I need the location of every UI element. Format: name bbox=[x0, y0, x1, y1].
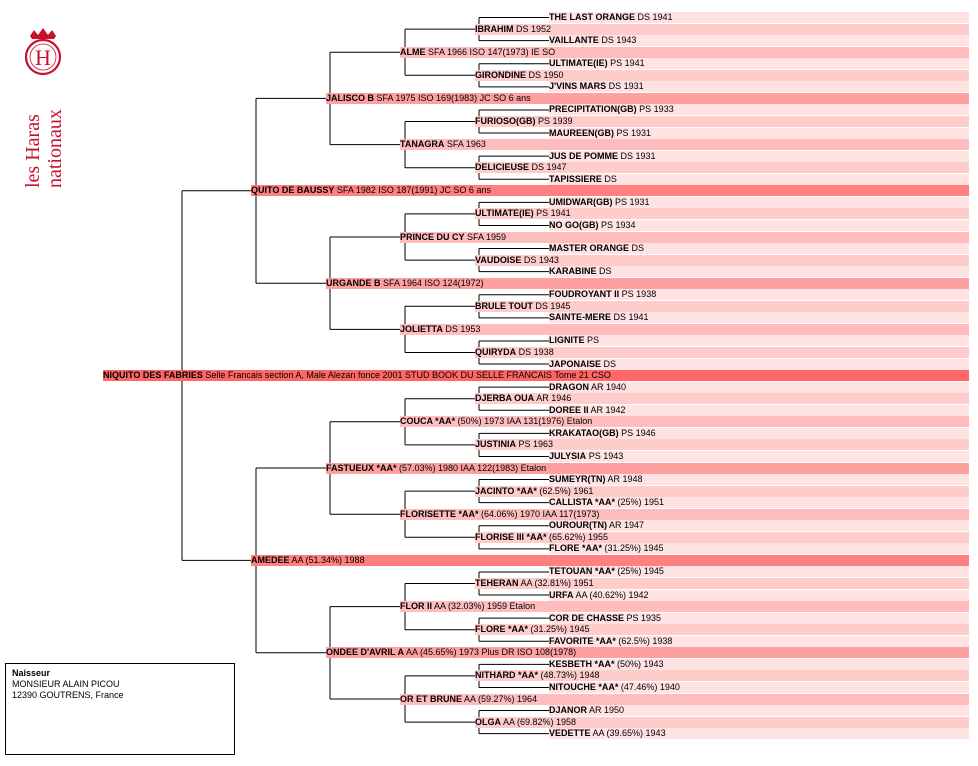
ancestor-gen4[interactable] bbox=[475, 255, 969, 266]
horse-name: QUITO DE BAUSSY bbox=[251, 185, 335, 196]
horse-details: PS 1941 bbox=[533, 208, 571, 219]
horse-name: TANAGRA bbox=[400, 139, 445, 150]
ancestor-gen4[interactable] bbox=[475, 70, 969, 81]
horse-details: (25%) 1945 bbox=[614, 566, 664, 577]
horse-name: FLORISETTE *AA* bbox=[400, 508, 479, 519]
ancestor-gen4[interactable] bbox=[475, 393, 969, 404]
ancestor-gen3[interactable] bbox=[400, 139, 969, 150]
horse-details: DS 1950 bbox=[526, 69, 564, 80]
ancestor-gen4[interactable] bbox=[475, 624, 969, 635]
horse-details: PS bbox=[584, 335, 600, 346]
ancestor-gen5[interactable] bbox=[549, 289, 969, 300]
ancestor-gen5[interactable] bbox=[549, 682, 969, 693]
horse-name: JACINTO *AA* bbox=[475, 485, 537, 496]
ancestor-gen2[interactable] bbox=[326, 463, 969, 474]
horse-details: AR 1940 bbox=[589, 381, 627, 392]
ancestor-gen2[interactable] bbox=[326, 93, 969, 104]
subject-horse[interactable] bbox=[103, 370, 969, 381]
ancestor-gen5[interactable] bbox=[549, 520, 969, 531]
horse-details: DS 1953 bbox=[442, 323, 481, 334]
horse-name: GIRONDINE bbox=[475, 69, 527, 80]
horse-name: DJANOR bbox=[549, 705, 588, 716]
horse-details: PS 1963 bbox=[516, 439, 554, 450]
horse-details: AR 1946 bbox=[534, 393, 572, 404]
horse-name: ULTIMATE(IE) bbox=[475, 208, 534, 219]
horse-name: DELICIEUSE bbox=[475, 162, 530, 173]
horse-name: IBRAHIM bbox=[475, 23, 514, 34]
ancestor-gen5[interactable] bbox=[549, 174, 969, 185]
horse-name: FLORISE III *AA* bbox=[475, 531, 547, 542]
ancestor-gen5[interactable] bbox=[549, 405, 969, 416]
horse-details: DS bbox=[629, 243, 645, 254]
breeder-address: 12390 GOUTRENS, France bbox=[12, 690, 124, 700]
horse-details: SFA 1959 bbox=[464, 231, 507, 242]
horse-details: PS 1946 bbox=[618, 427, 656, 438]
horse-name: NITHARD *AA* bbox=[475, 670, 538, 681]
ancestor-gen3[interactable] bbox=[400, 601, 969, 612]
ancestor-gen4[interactable] bbox=[475, 116, 969, 127]
ancestor-gen4[interactable] bbox=[475, 347, 969, 358]
horse-details: (62.5%) 1938 bbox=[615, 635, 673, 646]
horse-details: AA (59.27%) 1964 bbox=[462, 693, 538, 704]
horse-name: FLOR II bbox=[400, 601, 432, 612]
horse-details: AA (51.34%) 1988 bbox=[289, 554, 365, 565]
horse-details: SFA 1963 bbox=[444, 139, 486, 150]
horse-name: FAVORITE *AA* bbox=[549, 635, 616, 646]
horse-details: SFA 1982 ISO 187(1991) JC SO 6 ans bbox=[334, 185, 491, 196]
horse-name: COR DE CHASSE bbox=[549, 612, 625, 623]
horse-name: OUROUR(TN) bbox=[549, 520, 607, 531]
horse-details: AR 1947 bbox=[607, 520, 645, 531]
ancestor-gen3[interactable] bbox=[400, 509, 969, 520]
breeder-name: MONSIEUR ALAIN PICOU bbox=[12, 679, 120, 689]
ancestor-gen5[interactable] bbox=[549, 636, 969, 647]
horse-details: DS 1931 bbox=[606, 81, 644, 92]
ancestor-gen5[interactable] bbox=[549, 543, 969, 554]
horse-name: FURIOSO(GB) bbox=[475, 116, 536, 126]
horse-name: MASTER ORANGE bbox=[549, 243, 630, 254]
horse-details: AA (45.65%) 1973 Plus DR ISO 108(1978) bbox=[403, 647, 577, 658]
horse-name: SUMEYR(TN) bbox=[549, 474, 606, 485]
ancestor-gen3[interactable] bbox=[400, 416, 969, 427]
horse-name: OLGA bbox=[475, 716, 501, 727]
horse-name: LIGNITE bbox=[549, 335, 585, 346]
horse-name: TAPISSIERE bbox=[549, 173, 602, 184]
horse-details: PS 1939 bbox=[535, 116, 573, 126]
horse-name: JALISCO B bbox=[326, 92, 375, 103]
ancestor-gen3[interactable] bbox=[400, 232, 969, 243]
horse-details: (25%) 1951 bbox=[615, 497, 665, 508]
horse-details: (50%) 1943 bbox=[614, 658, 664, 669]
horse-name: BRULE TOUT bbox=[475, 300, 533, 311]
logo-text-line2: nationaux bbox=[44, 109, 66, 188]
horse-details: PS 1934 bbox=[598, 219, 636, 230]
ancestor-gen3[interactable] bbox=[400, 47, 969, 58]
horse-details: DS 1941 bbox=[635, 12, 673, 23]
horse-details: PS 1941 bbox=[607, 58, 645, 69]
ancestor-gen5[interactable] bbox=[549, 128, 969, 139]
ancestor-gen4[interactable] bbox=[475, 439, 969, 450]
ancestor-gen4[interactable] bbox=[475, 532, 969, 543]
horse-name: TEHERAN bbox=[475, 578, 519, 588]
horse-details: PS 1943 bbox=[586, 450, 624, 461]
ancestor-gen4[interactable] bbox=[475, 578, 969, 589]
horse-name: DRAGON bbox=[549, 381, 589, 392]
horse-details: (62.5%) 1961 bbox=[536, 485, 594, 496]
horse-details: Selle Francais section A, Male Alezan fonce 2001 STUD BOOK DU SELLE FRANCAIS Tome 21 CSO bbox=[202, 370, 611, 381]
horse-name: NO GO(GB) bbox=[549, 219, 599, 230]
ancestor-gen5[interactable] bbox=[549, 566, 969, 577]
horse-name: VEDETTE bbox=[549, 728, 591, 739]
horse-details: PS 1933 bbox=[636, 104, 674, 115]
horse-name: QUIRYDA bbox=[475, 347, 517, 357]
horse-details: (57.03%) 1980 IAA 122(1983) Etalon bbox=[396, 462, 547, 473]
horse-details: DS bbox=[596, 266, 612, 277]
horse-details: AR 1948 bbox=[605, 474, 643, 485]
horse-name: KARABINE bbox=[549, 266, 597, 277]
ancestor-gen4[interactable] bbox=[475, 301, 969, 312]
horse-details: (47.46%) 1940 bbox=[618, 681, 680, 692]
horse-name: KESBETH *AA* bbox=[549, 658, 615, 669]
logo-letter: H bbox=[35, 45, 51, 70]
horse-name: FLORE *AA* bbox=[475, 624, 529, 635]
horse-details: PS 1931 bbox=[612, 196, 650, 207]
ancestor-gen4[interactable] bbox=[475, 24, 969, 35]
horse-details: (64.06%) 1970 IAA 117(1973) bbox=[478, 508, 600, 519]
horse-name: COUCA *AA* bbox=[400, 416, 456, 427]
ancestor-gen4[interactable] bbox=[475, 162, 969, 173]
horse-details: DS 1943 bbox=[521, 254, 559, 265]
ancestor-gen1[interactable] bbox=[251, 555, 969, 566]
horse-details: AR 1950 bbox=[587, 705, 625, 716]
horse-details: (65.62%) 1955 bbox=[546, 531, 609, 542]
ancestor-gen5[interactable] bbox=[549, 197, 969, 208]
horse-name: J'VINS MARS bbox=[549, 81, 607, 92]
horse-name: AMEDEE bbox=[251, 554, 290, 565]
horse-details: (31.25%) 1945 bbox=[602, 543, 664, 554]
horse-name: JUS DE POMME bbox=[549, 150, 619, 161]
ancestor-gen5[interactable] bbox=[549, 382, 969, 393]
ancestor-gen5[interactable] bbox=[549, 243, 969, 254]
horse-name: JAPONAISE bbox=[549, 358, 602, 369]
ancestor-gen5[interactable] bbox=[549, 705, 969, 716]
horse-name: URFA bbox=[549, 589, 574, 600]
horse-name: VAUDOISE bbox=[475, 254, 522, 265]
horse-details: AA (32.03%) 1959 Etalon bbox=[432, 601, 536, 612]
ancestor-gen5[interactable] bbox=[549, 428, 969, 439]
horse-name: ALME bbox=[400, 46, 426, 57]
horse-details: SFA 1975 ISO 169(1983) JC SO 6 ans bbox=[374, 92, 531, 103]
breeder-title: Naisseur bbox=[12, 668, 51, 678]
horse-details: AA (39.65%) 1943 bbox=[590, 728, 666, 739]
horse-details: AR 1942 bbox=[588, 404, 626, 415]
horse-details: SFA 1964 ISO 124(1972) bbox=[380, 277, 484, 288]
horse-details: DS 1931 bbox=[618, 150, 656, 161]
horse-details: DS bbox=[601, 173, 617, 184]
horse-details: AA (40.62%) 1942 bbox=[573, 589, 649, 600]
horse-name: CALLISTA *AA* bbox=[549, 497, 615, 508]
breeder-box bbox=[5, 663, 235, 755]
ancestor-gen5[interactable] bbox=[549, 497, 969, 508]
horse-name: FLORE *AA* bbox=[549, 543, 603, 554]
horse-name: OR ET BRUNE bbox=[400, 693, 463, 704]
horse-details: DS 1941 bbox=[611, 312, 649, 323]
ancestor-gen5[interactable] bbox=[549, 335, 969, 346]
horse-name: ULTIMATE(IE) bbox=[549, 58, 608, 69]
horse-details: (31.25%) 1945 bbox=[528, 624, 590, 635]
ancestor-gen5[interactable] bbox=[549, 220, 969, 231]
horse-details: AA (69.82%) 1958 bbox=[501, 716, 577, 727]
horse-name: KRAKATAO(GB) bbox=[549, 427, 619, 438]
ancestor-gen3[interactable] bbox=[400, 324, 969, 335]
horse-name: JUSTINIA bbox=[475, 439, 517, 450]
horse-name: FOUDROYANT II bbox=[549, 289, 620, 300]
ancestor-gen1[interactable] bbox=[251, 185, 969, 196]
horse-details: PS 1938 bbox=[619, 289, 657, 300]
horse-name: MAUREEN(GB) bbox=[549, 127, 614, 138]
horse-name: VAILLANTE bbox=[549, 35, 599, 46]
ancestor-gen4[interactable] bbox=[475, 717, 969, 728]
horse-name: PRINCE DU CY bbox=[400, 231, 465, 242]
horse-name: PRECIPITATION(GB) bbox=[549, 104, 637, 115]
horse-details: DS 1945 bbox=[532, 300, 571, 311]
horse-details: DS 1952 bbox=[513, 23, 552, 34]
ancestor-gen5[interactable] bbox=[549, 81, 969, 92]
ancestor-gen5[interactable] bbox=[549, 58, 969, 69]
horse-details: SFA 1966 ISO 147(1973) IE SO bbox=[425, 46, 556, 57]
horse-details: DS 1943 bbox=[598, 35, 637, 46]
horse-details: (48.73%) 1948 bbox=[538, 670, 600, 681]
horse-details: (50%) 1973 IAA 131(1976) Etalon bbox=[455, 416, 593, 427]
ancestor-gen5[interactable] bbox=[549, 359, 969, 370]
ancestor-gen5[interactable] bbox=[549, 451, 969, 462]
ancestor-gen2[interactable] bbox=[326, 647, 969, 658]
horse-name: THE LAST ORANGE bbox=[549, 12, 636, 23]
ancestor-gen5[interactable] bbox=[549, 104, 969, 115]
ancestor-gen4[interactable] bbox=[475, 670, 969, 681]
horse-details: PS 1935 bbox=[624, 612, 662, 623]
horse-details: AA (32.81%) 1951 bbox=[518, 578, 594, 588]
horse-name: DJERBA OUA bbox=[475, 393, 535, 404]
horse-name: SAINTE-MERE bbox=[549, 312, 612, 323]
ancestor-gen4[interactable] bbox=[475, 486, 969, 497]
horse-name: ONDEE D'AVRIL A bbox=[326, 647, 404, 658]
horse-name: NITOUCHE *AA* bbox=[549, 681, 619, 692]
horse-details: PS 1931 bbox=[614, 127, 652, 138]
ancestor-gen5[interactable] bbox=[549, 312, 969, 323]
ancestor-gen5[interactable] bbox=[549, 728, 969, 739]
ancestor-gen4[interactable] bbox=[475, 208, 969, 219]
ancestor-gen3[interactable] bbox=[400, 694, 969, 705]
horse-name: NIQUITO DES FABRIES bbox=[103, 370, 203, 381]
horse-name: URGANDE B bbox=[326, 277, 381, 288]
ancestor-gen2[interactable] bbox=[326, 278, 969, 289]
ancestor-gen5[interactable] bbox=[549, 474, 969, 485]
horse-name: UMIDWAR(GB) bbox=[549, 196, 613, 207]
horse-name: TETOUAN *AA* bbox=[549, 566, 615, 577]
ancestor-gen5[interactable] bbox=[549, 659, 969, 670]
ancestor-gen5[interactable] bbox=[549, 590, 969, 601]
horse-name: JULYSIA bbox=[549, 450, 587, 461]
horse-name: DOREE II bbox=[549, 404, 589, 415]
horse-name: JOLIETTA bbox=[400, 323, 443, 334]
logo-text-line1: les Haras bbox=[22, 114, 44, 188]
ancestor-gen5[interactable] bbox=[549, 266, 969, 277]
ancestor-gen5[interactable] bbox=[549, 151, 969, 162]
horse-name: FASTUEUX *AA* bbox=[326, 462, 397, 473]
ancestor-gen5[interactable] bbox=[549, 35, 969, 46]
horse-details: DS 1938 bbox=[516, 347, 554, 357]
horse-details: DS bbox=[601, 358, 617, 369]
ancestor-gen5[interactable] bbox=[549, 613, 969, 624]
horse-details: DS 1947 bbox=[529, 162, 567, 173]
ancestor-gen5[interactable] bbox=[549, 12, 969, 23]
